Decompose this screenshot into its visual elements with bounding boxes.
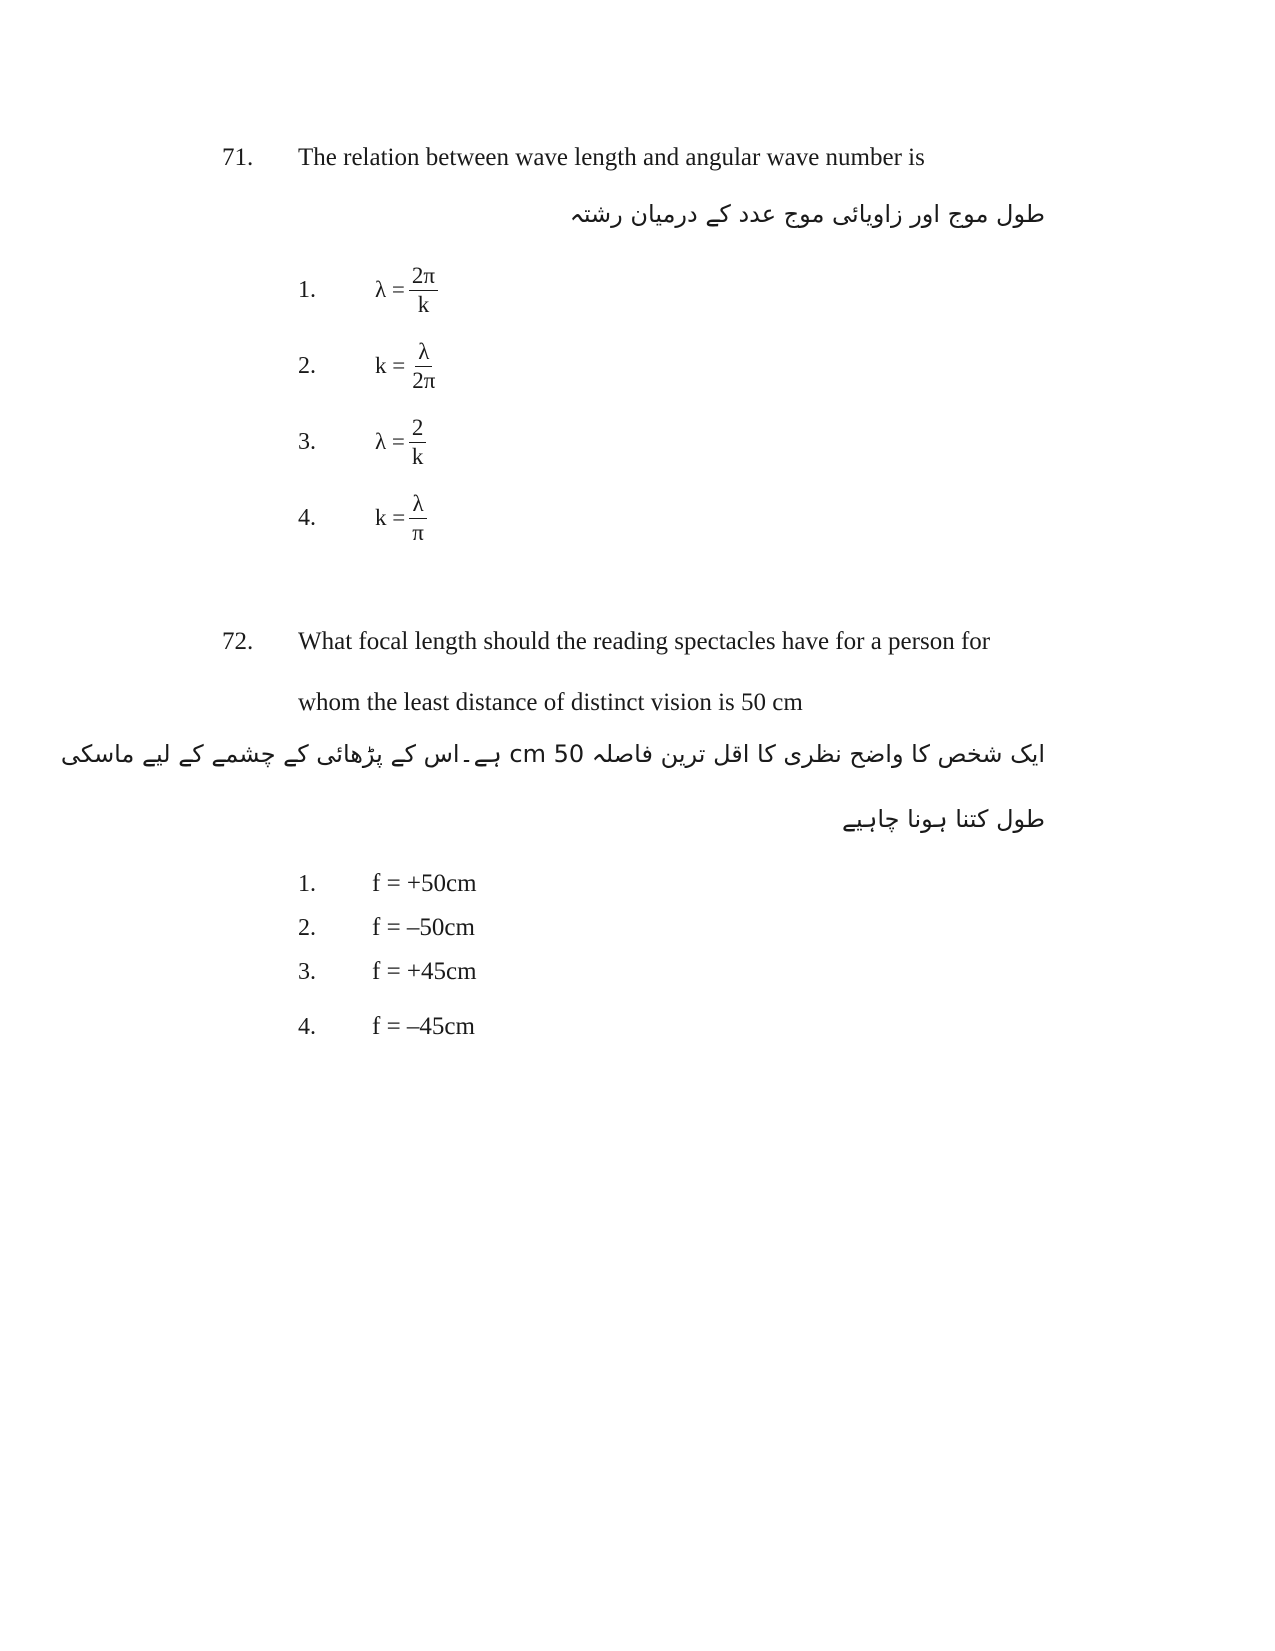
formula-lhs: k = bbox=[375, 353, 406, 378]
fraction-numerator: 2 bbox=[409, 415, 427, 443]
formula-lhs: λ = bbox=[375, 429, 405, 454]
option-number: 2. bbox=[298, 353, 316, 379]
option-number: 4. bbox=[298, 505, 316, 531]
option-formula bbox=[375, 412, 426, 472]
option-number: 1. bbox=[298, 871, 316, 897]
option-number: 3. bbox=[298, 959, 316, 985]
option-number: 3. bbox=[298, 429, 316, 455]
option-number: 4. bbox=[298, 1014, 316, 1040]
fraction bbox=[409, 339, 438, 394]
fraction bbox=[409, 263, 438, 318]
option-number: 2. bbox=[298, 915, 316, 941]
fraction-numerator: 2π bbox=[409, 263, 438, 291]
fraction-denominator: 2π bbox=[412, 367, 436, 393]
fraction bbox=[409, 415, 427, 470]
option-formula bbox=[375, 336, 438, 396]
question-number: 72. bbox=[222, 628, 254, 655]
fraction-denominator: k bbox=[417, 291, 430, 317]
question-text-line-1: What focal length should the reading spectacles have for a person for bbox=[298, 628, 991, 655]
question-text-urdu-line-1: ایک شخص کا واضح نظری کا اقل ترین فاصلہ 50 cm ہے۔اس کے پڑھائی کے چشمے کے لیے ماسکی bbox=[60, 740, 1045, 768]
question-text-line-2: whom the least distance of distinct vision is 50 cm bbox=[298, 689, 803, 716]
question-number: 71. bbox=[222, 144, 254, 171]
question-text-urdu: طول موج اور زاویائی موج عدد کے درمیان رشتہ bbox=[569, 200, 1045, 228]
question-text: The relation between wave length and angular wave number is bbox=[298, 144, 925, 171]
fraction-denominator: π bbox=[412, 519, 424, 545]
option-number: 1. bbox=[298, 277, 316, 303]
option-text: f = –45cm bbox=[372, 1013, 475, 1040]
fraction-numerator: λ bbox=[415, 339, 432, 367]
option-text: f = +50cm bbox=[372, 870, 477, 897]
option-formula bbox=[375, 260, 438, 320]
fraction bbox=[409, 491, 427, 546]
option-formula bbox=[375, 488, 427, 548]
option-text: f = –50cm bbox=[372, 914, 475, 941]
fraction-denominator: k bbox=[411, 443, 424, 469]
option-text: f = +45cm bbox=[372, 958, 477, 985]
fraction-numerator: λ bbox=[409, 491, 426, 519]
formula-lhs: λ = bbox=[375, 277, 405, 302]
question-text-urdu-line-2: طول کتنا ہونا چاہیے bbox=[841, 805, 1045, 833]
formula-lhs: k = bbox=[375, 505, 406, 530]
